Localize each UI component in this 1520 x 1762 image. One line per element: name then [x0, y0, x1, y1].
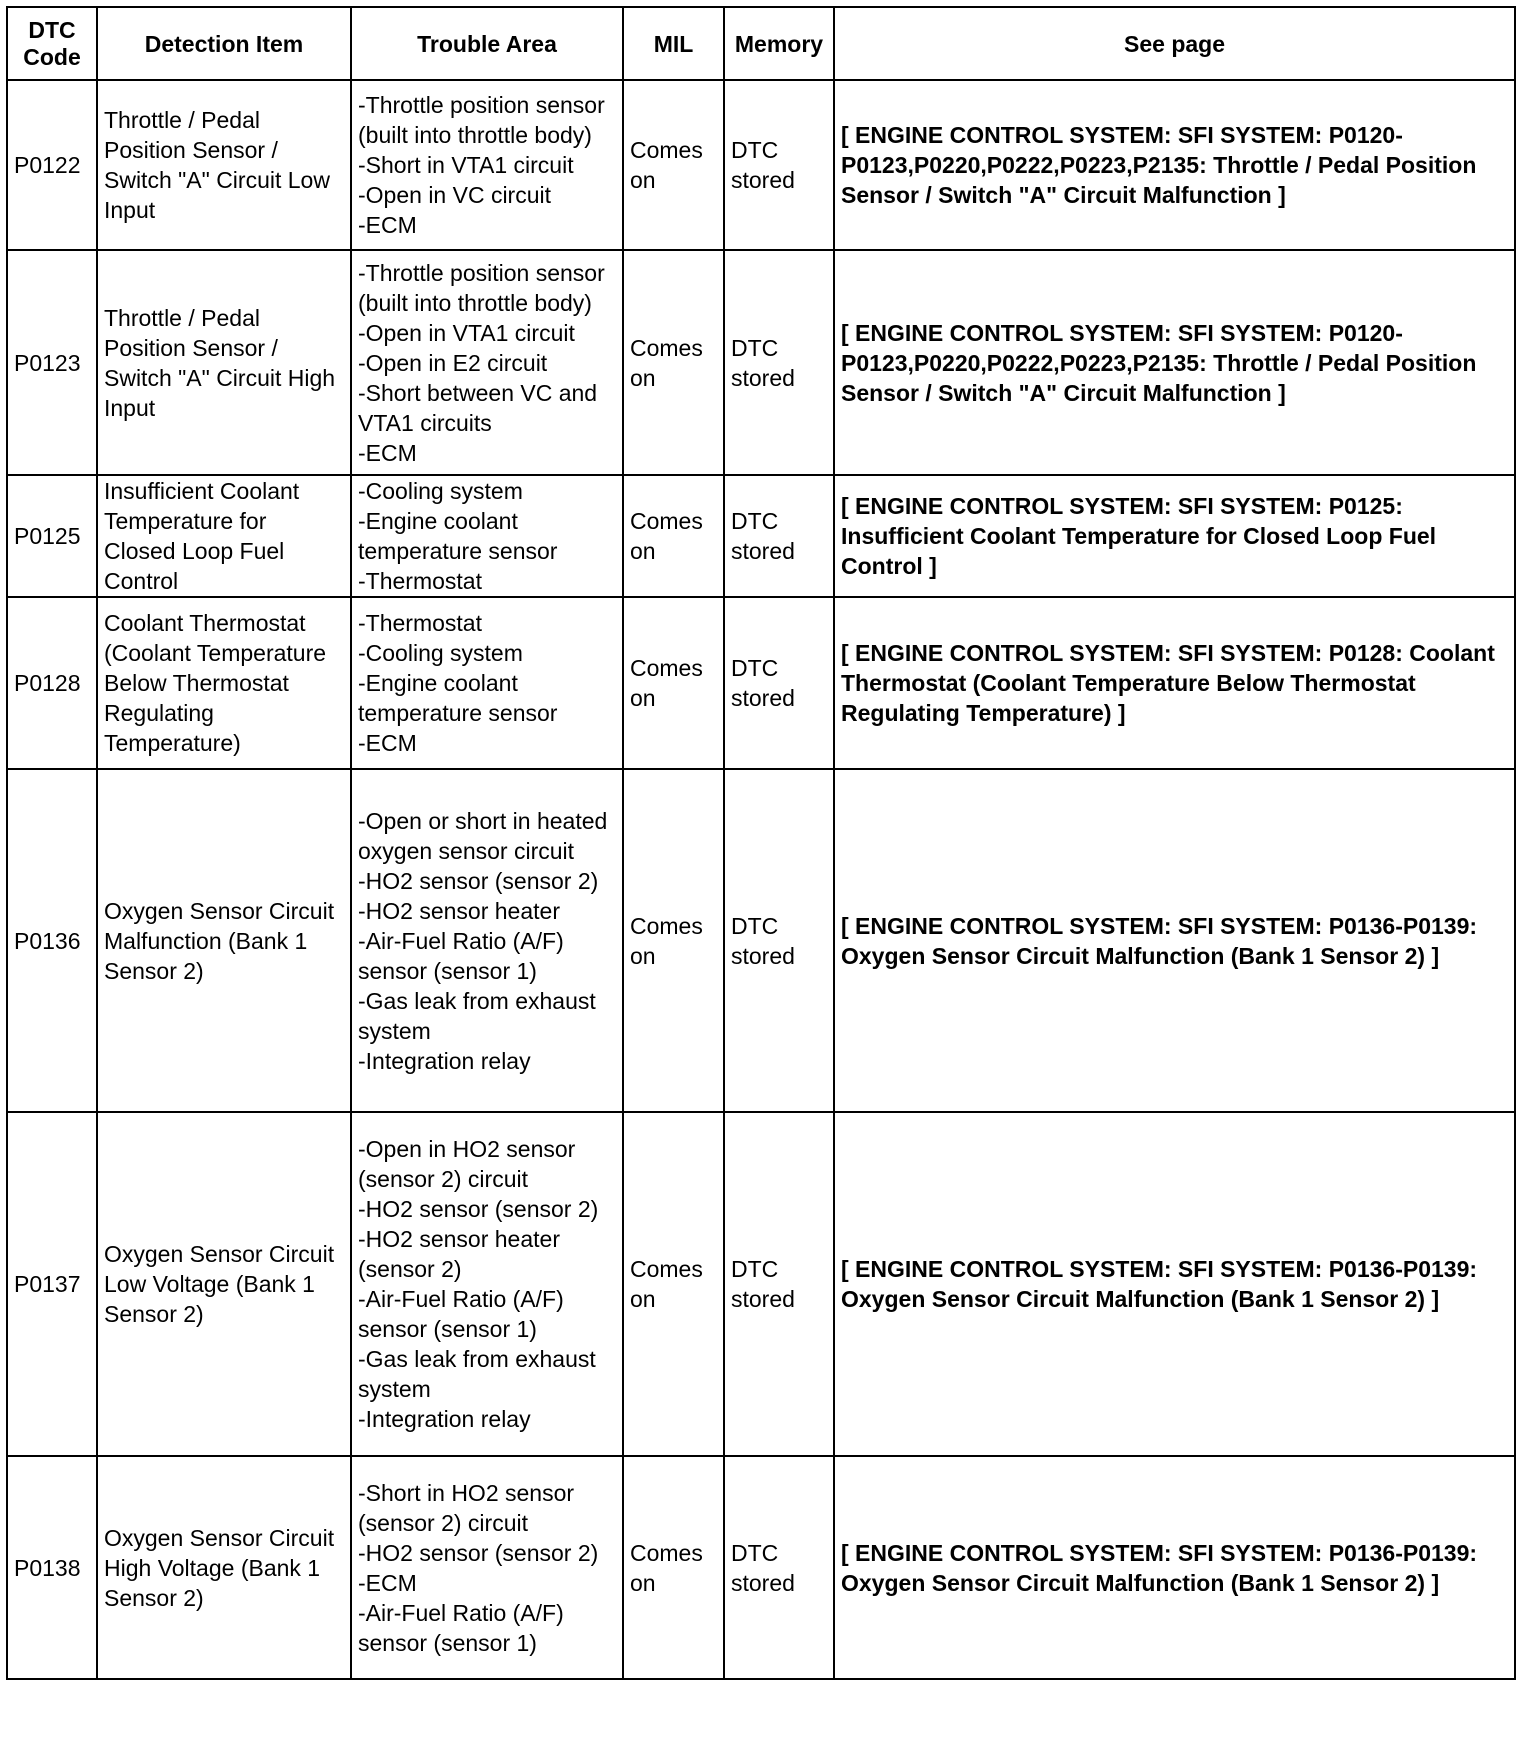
cell-see-page-link[interactable]: [ ENGINE CONTROL SYSTEM: SFI SYSTEM: P0136-P0139: Oxygen Sensor Circuit Malfunction (Bank 1 Sensor 2) ]	[834, 769, 1515, 1112]
cell-mil: Comes on	[623, 80, 724, 250]
cell-memory: DTC stored	[724, 1112, 834, 1456]
cell-dtc-code: P0138	[7, 1456, 97, 1679]
cell-memory: DTC stored	[724, 475, 834, 597]
table-row	[7, 475, 1515, 597]
cell-detection-item: Oxygen Sensor Circuit Low Voltage (Bank 1 Sensor 2)	[97, 1112, 351, 1456]
cell-see-page-link[interactable]: [ ENGINE CONTROL SYSTEM: SFI SYSTEM: P0120-P0123,P0220,P0222,P0223,P2135: Throttle / Pedal Position Sensor / Switch "A" Circuit Malfunction ]	[834, 250, 1515, 475]
cell-memory: DTC stored	[724, 769, 834, 1112]
cell-mil: Comes on	[623, 1112, 724, 1456]
cell-trouble-area: -Open in HO2 sensor (sensor 2) circuit -HO2 sensor (sensor 2) -HO2 sensor heater (sensor 2) -Air-Fuel Ratio (A/F) sensor (sensor 1) -Gas leak from exhaust system -Integration relay	[351, 1112, 623, 1456]
header-row	[7, 7, 1515, 80]
cell-dtc-code: P0136	[7, 769, 97, 1112]
table-row	[7, 1112, 1515, 1456]
cell-detection-item: Oxygen Sensor Circuit High Voltage (Bank 1 Sensor 2)	[97, 1456, 351, 1679]
cell-trouble-area: -Thermostat -Cooling system -Engine coolant temperature sensor -ECM	[351, 597, 623, 769]
cell-see-page-link[interactable]: [ ENGINE CONTROL SYSTEM: SFI SYSTEM: P0120-P0123,P0220,P0222,P0223,P2135: Throttle / Pedal Position Sensor / Switch "A" Circuit Malfunction ]	[834, 80, 1515, 250]
header-memory: Memory	[724, 7, 834, 80]
header-dtc-code: DTC Code	[7, 7, 97, 80]
cell-detection-item: Throttle / Pedal Position Sensor / Switch "A" Circuit High Input	[97, 250, 351, 475]
cell-dtc-code: P0125	[7, 475, 97, 597]
header-trouble-area: Trouble Area	[351, 7, 623, 80]
cell-dtc-code: P0122	[7, 80, 97, 250]
table-row	[7, 597, 1515, 769]
cell-detection-item: Insufficient Coolant Temperature for Closed Loop Fuel Control	[97, 475, 351, 597]
cell-trouble-area: -Cooling system -Engine coolant temperature sensor -Thermostat	[351, 475, 623, 597]
cell-mil: Comes on	[623, 1456, 724, 1679]
cell-memory: DTC stored	[724, 80, 834, 250]
cell-detection-item: Coolant Thermostat (Coolant Temperature Below Thermostat Regulating Temperature)	[97, 597, 351, 769]
table-header	[7, 7, 1515, 80]
table-row	[7, 1456, 1515, 1679]
table-row	[7, 80, 1515, 250]
table-body	[7, 80, 1515, 1679]
dtc-table	[6, 6, 1516, 1680]
cell-mil: Comes on	[623, 475, 724, 597]
cell-trouble-area: -Throttle position sensor (built into throttle body) -Short in VTA1 circuit -Open in VC circuit -ECM	[351, 80, 623, 250]
cell-dtc-code: P0137	[7, 1112, 97, 1456]
cell-mil: Comes on	[623, 597, 724, 769]
cell-detection-item: Throttle / Pedal Position Sensor / Switch "A" Circuit Low Input	[97, 80, 351, 250]
cell-memory: DTC stored	[724, 250, 834, 475]
cell-mil: Comes on	[623, 250, 724, 475]
header-see-page: See page	[834, 7, 1515, 80]
cell-dtc-code: P0123	[7, 250, 97, 475]
cell-dtc-code: P0128	[7, 597, 97, 769]
cell-trouble-area: -Open or short in heated oxygen sensor circuit -HO2 sensor (sensor 2) -HO2 sensor heater -Air-Fuel Ratio (A/F) sensor (sensor 1) -Gas leak from exhaust system -Integration relay	[351, 769, 623, 1112]
cell-mil: Comes on	[623, 769, 724, 1112]
header-detection-item: Detection Item	[97, 7, 351, 80]
cell-detection-item: Oxygen Sensor Circuit Malfunction (Bank 1 Sensor 2)	[97, 769, 351, 1112]
table-row	[7, 250, 1515, 475]
cell-see-page-link[interactable]: [ ENGINE CONTROL SYSTEM: SFI SYSTEM: P0128: Coolant Thermostat (Coolant Temperature Below Thermostat Regulating Temperature) ]	[834, 597, 1515, 769]
cell-memory: DTC stored	[724, 1456, 834, 1679]
cell-trouble-area: -Short in HO2 sensor (sensor 2) circuit -HO2 sensor (sensor 2) -ECM -Air-Fuel Ratio (A/F) sensor (sensor 1)	[351, 1456, 623, 1679]
cell-trouble-area: -Throttle position sensor (built into throttle body) -Open in VTA1 circuit -Open in E2 circuit -Short between VC and VTA1 circuits -ECM	[351, 250, 623, 475]
cell-see-page-link[interactable]: [ ENGINE CONTROL SYSTEM: SFI SYSTEM: P0136-P0139: Oxygen Sensor Circuit Malfunction (Bank 1 Sensor 2) ]	[834, 1456, 1515, 1679]
cell-see-page-link[interactable]: [ ENGINE CONTROL SYSTEM: SFI SYSTEM: P0136-P0139: Oxygen Sensor Circuit Malfunction (Bank 1 Sensor 2) ]	[834, 1112, 1515, 1456]
header-mil: MIL	[623, 7, 724, 80]
table-row	[7, 769, 1515, 1112]
cell-memory: DTC stored	[724, 597, 834, 769]
cell-see-page-link[interactable]: [ ENGINE CONTROL SYSTEM: SFI SYSTEM: P0125: Insufficient Coolant Temperature for Closed Loop Fuel Control ]	[834, 475, 1515, 597]
